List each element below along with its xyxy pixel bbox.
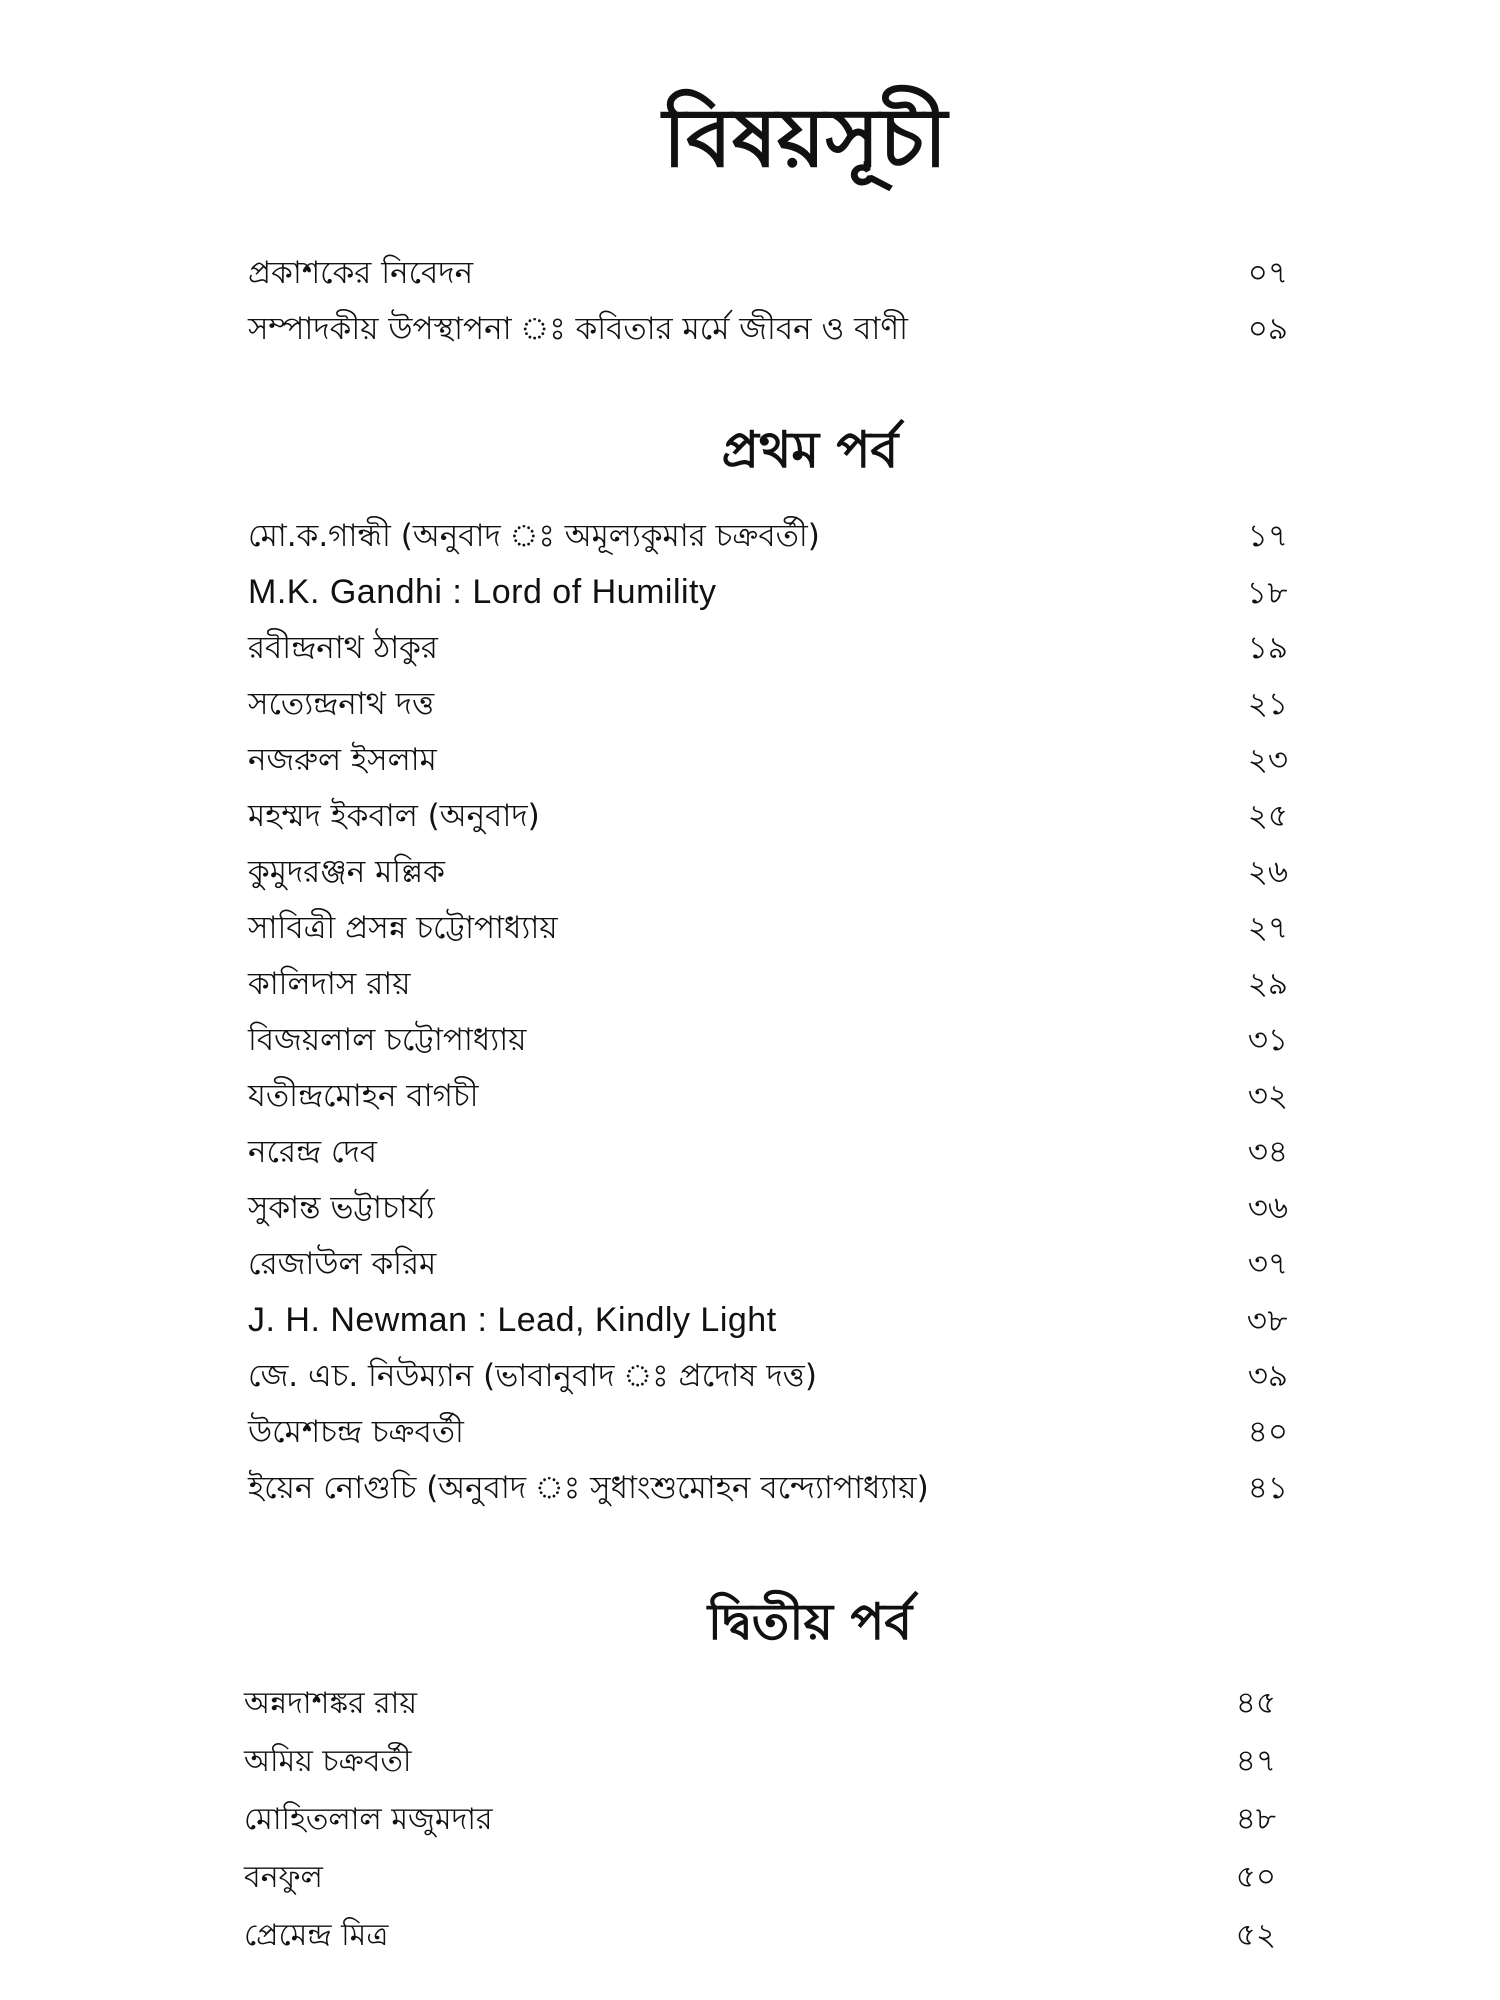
toc-entry-label: মহম্মদ ইকবাল (অনুবাদ) bbox=[248, 798, 540, 834]
toc-entry bbox=[248, 1292, 1288, 1348]
toc-entry-label: সাবিত্রী প্রসন্ন চট্টোপাধ্যায় bbox=[248, 910, 558, 946]
toc-entry bbox=[244, 1674, 1276, 1732]
toc-entry bbox=[248, 245, 1288, 301]
toc-entry-page: ৫২ bbox=[1235, 1917, 1276, 1953]
toc-entry-page: ১৯ bbox=[1247, 630, 1288, 666]
toc-entry-label: মোহিতলাল মজুমদার bbox=[244, 1802, 493, 1837]
toc-entry-page: ৪১ bbox=[1247, 1470, 1288, 1506]
toc-entry-label: M.K. Gandhi : Lord of Humility bbox=[248, 573, 717, 611]
toc-entry-page: ৩৭ bbox=[1247, 1246, 1288, 1282]
toc-entry-page: ৩৮ bbox=[1246, 1303, 1288, 1339]
toc-entry bbox=[244, 1906, 1276, 1964]
toc-entry-page: ৪৭ bbox=[1235, 1743, 1276, 1779]
toc-entry-label: অন্নদাশঙ্কর রায় bbox=[244, 1686, 417, 1721]
toc-entry bbox=[248, 1068, 1288, 1124]
toc-entry bbox=[248, 301, 1288, 357]
toc-entry-page: ০৯ bbox=[1247, 311, 1288, 347]
toc-entry-page: ১৭ bbox=[1247, 518, 1288, 554]
toc-entry-label: কুমুদরঞ্জন মল্লিক bbox=[248, 854, 445, 890]
toc-entry-label: কালিদাস রায় bbox=[248, 966, 411, 1002]
toc-entry-page: ২৫ bbox=[1247, 798, 1288, 834]
toc-entry bbox=[248, 1012, 1288, 1068]
toc-entry-page: ২৯ bbox=[1247, 966, 1288, 1002]
toc-entry-label: সুকান্ত ভট্টাচার্য্য bbox=[248, 1190, 435, 1226]
toc-entry-page: ১৮ bbox=[1246, 575, 1288, 611]
section-heading-part2: দ্বিতীয় পর্ব bbox=[707, 1593, 913, 1651]
toc-entry bbox=[248, 1236, 1288, 1292]
toc-entry bbox=[248, 1460, 1288, 1516]
toc-entry-label: যতীন্দ্রমোহন বাগচী bbox=[248, 1078, 479, 1114]
toc-entry-page: ৩৯ bbox=[1247, 1358, 1288, 1394]
page-title: বিষয়সূচী bbox=[662, 91, 948, 186]
toc-entry-label: সম্পাদকীয় উপস্থাপনা ঃ কবিতার মর্মে জীবন ও বাণী bbox=[248, 311, 909, 347]
toc-entry bbox=[248, 732, 1288, 788]
toc-entry-page: ৩৬ bbox=[1247, 1190, 1288, 1226]
toc-entry-label: রেজাউল করিম bbox=[248, 1246, 437, 1282]
toc-entry-label: বিজয়লাল চট্টোপাধ্যায় bbox=[248, 1022, 527, 1058]
toc-entry-page: ৪৫ bbox=[1235, 1685, 1276, 1721]
toc-entry bbox=[248, 564, 1288, 620]
toc-entry-page: ৪৮ bbox=[1235, 1801, 1276, 1837]
toc-entry-label: রবীন্দ্রনাথ ঠাকুর bbox=[248, 630, 438, 666]
toc-entry bbox=[248, 900, 1288, 956]
toc-entry-label: ইয়েন নোগুচি (অনুবাদ ঃ সুধাংশুমোহন বন্দ্যোপাধ্যায়) bbox=[248, 1470, 929, 1506]
toc-entry bbox=[248, 1124, 1288, 1180]
toc-entry-page: ৪০ bbox=[1247, 1414, 1288, 1450]
toc-entry bbox=[248, 1180, 1288, 1236]
toc-entry-label: সত্যেন্দ্রনাথ দত্ত bbox=[248, 686, 435, 722]
part1-list bbox=[248, 508, 1288, 1516]
toc-entry bbox=[244, 1790, 1276, 1848]
toc-entry-page: ২৩ bbox=[1247, 742, 1288, 778]
toc-entry-label: মো.ক.গান্ধী (অনুবাদ ঃ অমূল্যকুমার চক্রবর্তী) bbox=[248, 518, 820, 554]
toc-entry-label: জে. এচ. নিউম্যান (ভাবানুবাদ ঃ প্রদোষ দত্ত) bbox=[248, 1358, 817, 1394]
toc-entry-label: J. H. Newman : Lead, Kindly Light bbox=[248, 1301, 777, 1339]
toc-entry bbox=[244, 1732, 1276, 1790]
toc-entry-page: ২৭ bbox=[1247, 910, 1288, 946]
toc-entry bbox=[248, 1404, 1288, 1460]
toc-entry bbox=[248, 844, 1288, 900]
toc-entry bbox=[248, 1348, 1288, 1404]
toc-entry bbox=[244, 1848, 1276, 1906]
front-matter-list bbox=[248, 245, 1288, 357]
toc-entry-page: ৫০ bbox=[1235, 1859, 1276, 1895]
toc-entry-label: নরেন্দ্র দেব bbox=[248, 1134, 378, 1170]
part2-list bbox=[244, 1674, 1276, 1964]
toc-entry bbox=[248, 788, 1288, 844]
toc-entry bbox=[248, 676, 1288, 732]
toc-entry-label: প্রেমেন্দ্র মিত্র bbox=[244, 1918, 389, 1953]
toc-entry bbox=[248, 508, 1288, 564]
toc-entry bbox=[248, 956, 1288, 1012]
toc-entry-page: ০৭ bbox=[1247, 255, 1288, 291]
toc-entry-label: উমেশচন্দ্র চক্রবর্তী bbox=[248, 1414, 464, 1450]
toc-entry-label: প্রকাশকের নিবেদন bbox=[248, 255, 474, 291]
toc-entry-label: অমিয় চক্রবর্তী bbox=[244, 1744, 412, 1779]
toc-entry-page: ৩৪ bbox=[1247, 1134, 1288, 1170]
toc-entry bbox=[248, 620, 1288, 676]
toc-entry-page: ২৬ bbox=[1247, 854, 1288, 890]
section-heading-part1: প্রথম পর্ব bbox=[721, 421, 899, 479]
toc-entry-page: ৩২ bbox=[1247, 1078, 1288, 1114]
toc-entry-label: নজরুল ইসলাম bbox=[248, 742, 437, 778]
toc-entry-page: ৩১ bbox=[1247, 1022, 1288, 1058]
toc-entry-page: ২১ bbox=[1247, 686, 1288, 722]
toc-entry-label: বনফুল bbox=[244, 1860, 323, 1895]
